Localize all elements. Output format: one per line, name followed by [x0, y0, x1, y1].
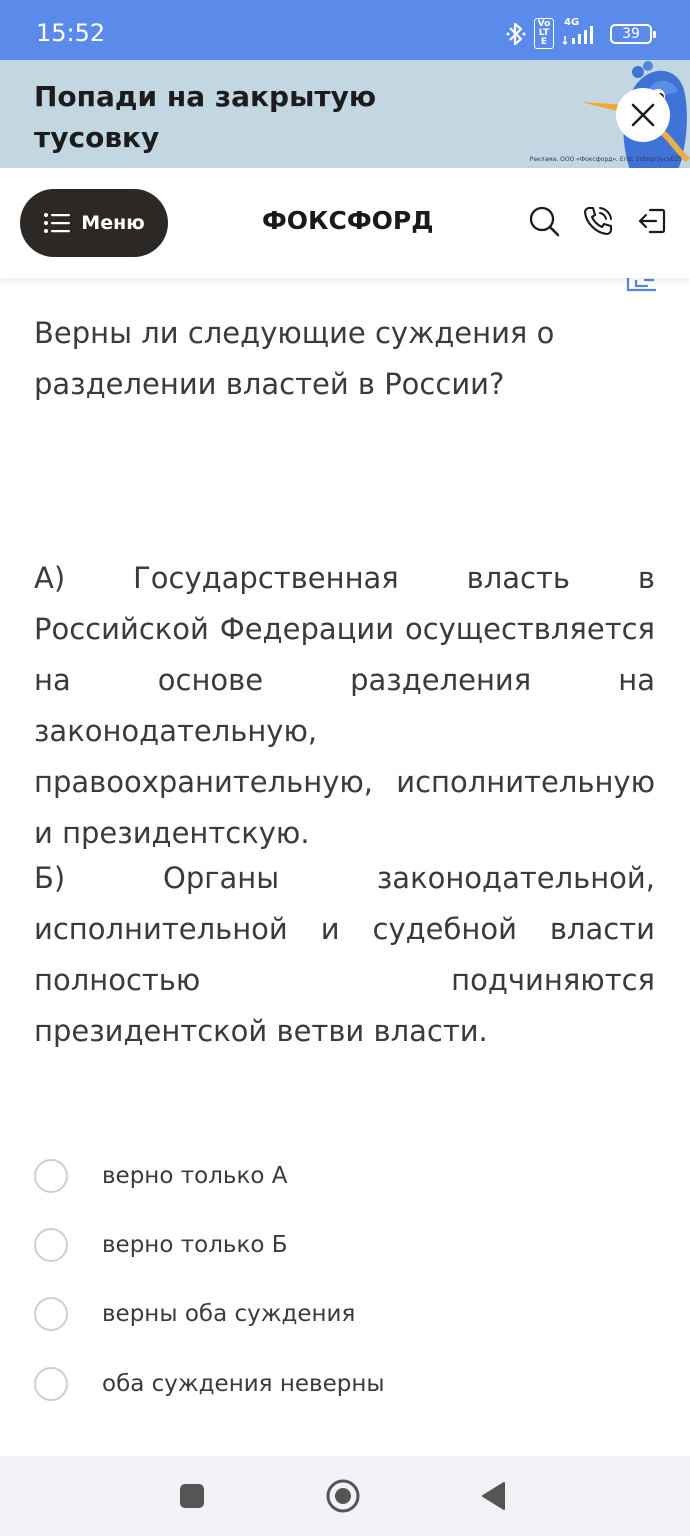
promo-title[interactable]: Попади на закрытую тусовку [34, 80, 377, 154]
system-nav-bar [0, 1456, 690, 1536]
volte-indicator: Vo LTE [534, 18, 554, 49]
recents-square-icon [179, 1483, 205, 1509]
answer-option[interactable] [34, 1366, 385, 1402]
search-icon [528, 205, 560, 237]
option-label[interactable]: оба суждения неверны [102, 1371, 385, 1397]
question-title: Верны ли следующие суждения о разделении властей в России? [34, 316, 555, 401]
phone-button[interactable] [581, 204, 615, 238]
status-bar [0, 0, 690, 60]
promo-banner[interactable] [0, 60, 690, 168]
promo-close-button[interactable] [616, 88, 670, 142]
phone-icon [582, 205, 614, 237]
option-label[interactable]: верно только А [102, 1163, 288, 1189]
logout-button[interactable] [635, 204, 669, 238]
home-button[interactable] [323, 1476, 363, 1516]
logout-icon [636, 205, 668, 237]
network-type: 4G [564, 16, 580, 28]
answer-option[interactable] [34, 1227, 288, 1263]
back-button[interactable] [474, 1476, 514, 1516]
home-circle-icon [325, 1478, 361, 1514]
answer-option[interactable] [34, 1296, 356, 1332]
close-icon [630, 102, 656, 128]
partial-icon [626, 276, 658, 294]
search-button[interactable] [527, 204, 561, 238]
signal-icon [562, 16, 602, 46]
back-triangle-icon [480, 1481, 508, 1511]
answer-option[interactable] [34, 1158, 288, 1194]
menu-label: Меню [81, 212, 145, 234]
promo-legal-text: Реклама. ООО «Фоксфорд». Erid: 2VtzqxSycyE25 [529, 156, 682, 163]
bluetooth-icon [506, 21, 526, 47]
recents-button[interactable] [172, 1476, 212, 1516]
radio-button[interactable] [34, 1297, 68, 1331]
foxford-logo[interactable]: ФОКСФОРД [262, 206, 434, 235]
status-icons [506, 18, 652, 49]
option-label[interactable]: верны оба суждения [102, 1301, 356, 1327]
option-label[interactable]: верно только Б [102, 1232, 288, 1258]
menu-button[interactable] [20, 189, 168, 257]
list-menu-icon [43, 212, 71, 234]
radio-button[interactable] [34, 1159, 68, 1193]
radio-button[interactable] [34, 1228, 68, 1262]
radio-button[interactable] [34, 1367, 68, 1401]
battery-indicator: 39 [610, 24, 652, 44]
statement-b: Б) Органы законодательной, исполнительной и судебной власти полностью подчиняются президентской ветви власти. [34, 861, 655, 1048]
status-time: 15:52 [36, 19, 106, 47]
statement-a: А) Государственная власть в Российской Федерации осуществляется на основе разделения на законодательную, правоохранительную, исполнительную и президентскую. [34, 561, 655, 850]
site-header [0, 168, 690, 278]
